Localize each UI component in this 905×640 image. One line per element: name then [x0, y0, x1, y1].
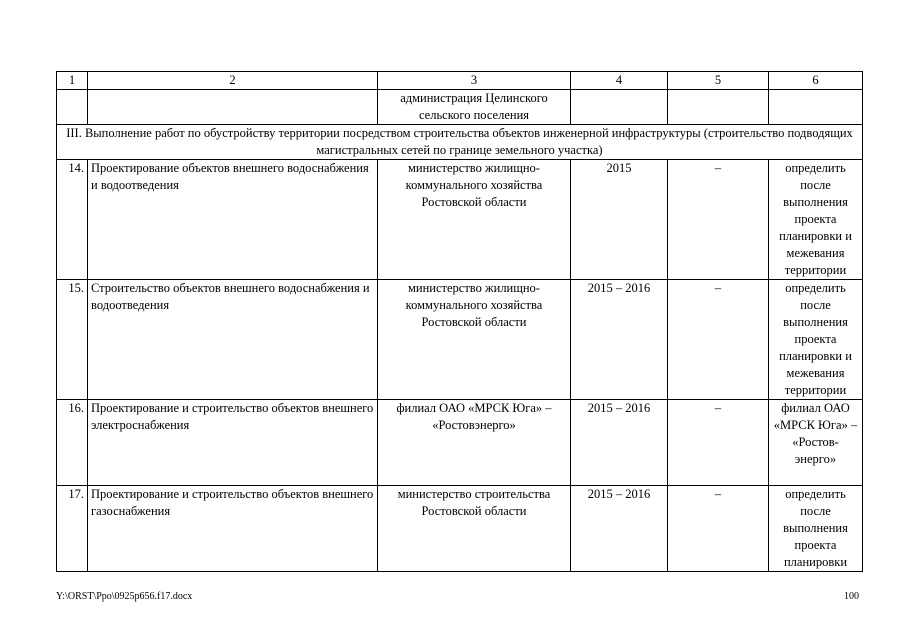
amount-cell: –	[668, 280, 769, 400]
executor-cell: администрация Целинского сельского поселения	[378, 90, 571, 125]
table-cell	[769, 90, 863, 125]
amount-cell: –	[668, 486, 769, 572]
continuation-row	[57, 90, 863, 125]
row-number: 17.	[57, 486, 88, 572]
header-cell: 5	[668, 72, 769, 90]
term-cell: 2015 – 2016	[571, 400, 668, 486]
table-row	[57, 486, 863, 572]
table-row	[57, 400, 863, 486]
row-number: 14.	[57, 160, 88, 280]
source-cell: определить после выполнения проекта планировки и межевания территории	[769, 280, 863, 400]
file-path: Y:\ORST\Ppo\0925p656.f17.docx	[56, 591, 193, 602]
table-header-row	[57, 72, 863, 90]
activities-table	[56, 71, 863, 572]
row-number: 16.	[57, 400, 88, 486]
amount-cell: –	[668, 160, 769, 280]
term-cell: 2015 – 2016	[571, 280, 668, 400]
header-cell: 6	[769, 72, 863, 90]
table-row	[57, 160, 863, 280]
executor-cell: филиал ОАО «МРСК Юга» – «Ростовэнерго»	[378, 400, 571, 486]
table-cell	[57, 90, 88, 125]
header-cell: 4	[571, 72, 668, 90]
header-cell: 1	[57, 72, 88, 90]
page-number: 100	[844, 591, 859, 602]
source-cell: определить после выполнения проекта планировки	[769, 486, 863, 572]
term-cell: 2015	[571, 160, 668, 280]
header-cell: 2	[88, 72, 378, 90]
source-cell: филиал ОАО «МРСК Юга» – «Ростов-энерго»	[769, 400, 863, 486]
table-row	[57, 280, 863, 400]
term-cell: 2015 – 2016	[571, 486, 668, 572]
section-row	[57, 125, 863, 160]
table-cell	[668, 90, 769, 125]
row-number: 15.	[57, 280, 88, 400]
source-cell: определить после выполнения проекта планировки и межевания территории	[769, 160, 863, 280]
section-title: III. Выполнение работ по обустройству территории посредством строительства объектов инженерной инфраструктуры (строительство подводящих магистральных сетей по границе земельного участка)	[57, 125, 863, 160]
task-cell: Проектирование и строительство объектов внешнего электроснабжения	[88, 400, 378, 486]
executor-cell: министерство жилищно-коммунального хозяйства Ростовской области	[378, 280, 571, 400]
executor-cell: министерство жилищно-коммунального хозяйства Ростовской области	[378, 160, 571, 280]
task-cell: Проектирование объектов внешнего водоснабжения и водоотведения	[88, 160, 378, 280]
header-cell: 3	[378, 72, 571, 90]
executor-cell: министерство строительства Ростовской области	[378, 486, 571, 572]
amount-cell: –	[668, 400, 769, 486]
table-cell	[571, 90, 668, 125]
table-cell	[88, 90, 378, 125]
task-cell: Строительство объектов внешнего водоснабжения и водоотведения	[88, 280, 378, 400]
task-cell: Проектирование и строительство объектов внешнего газоснабжения	[88, 486, 378, 572]
